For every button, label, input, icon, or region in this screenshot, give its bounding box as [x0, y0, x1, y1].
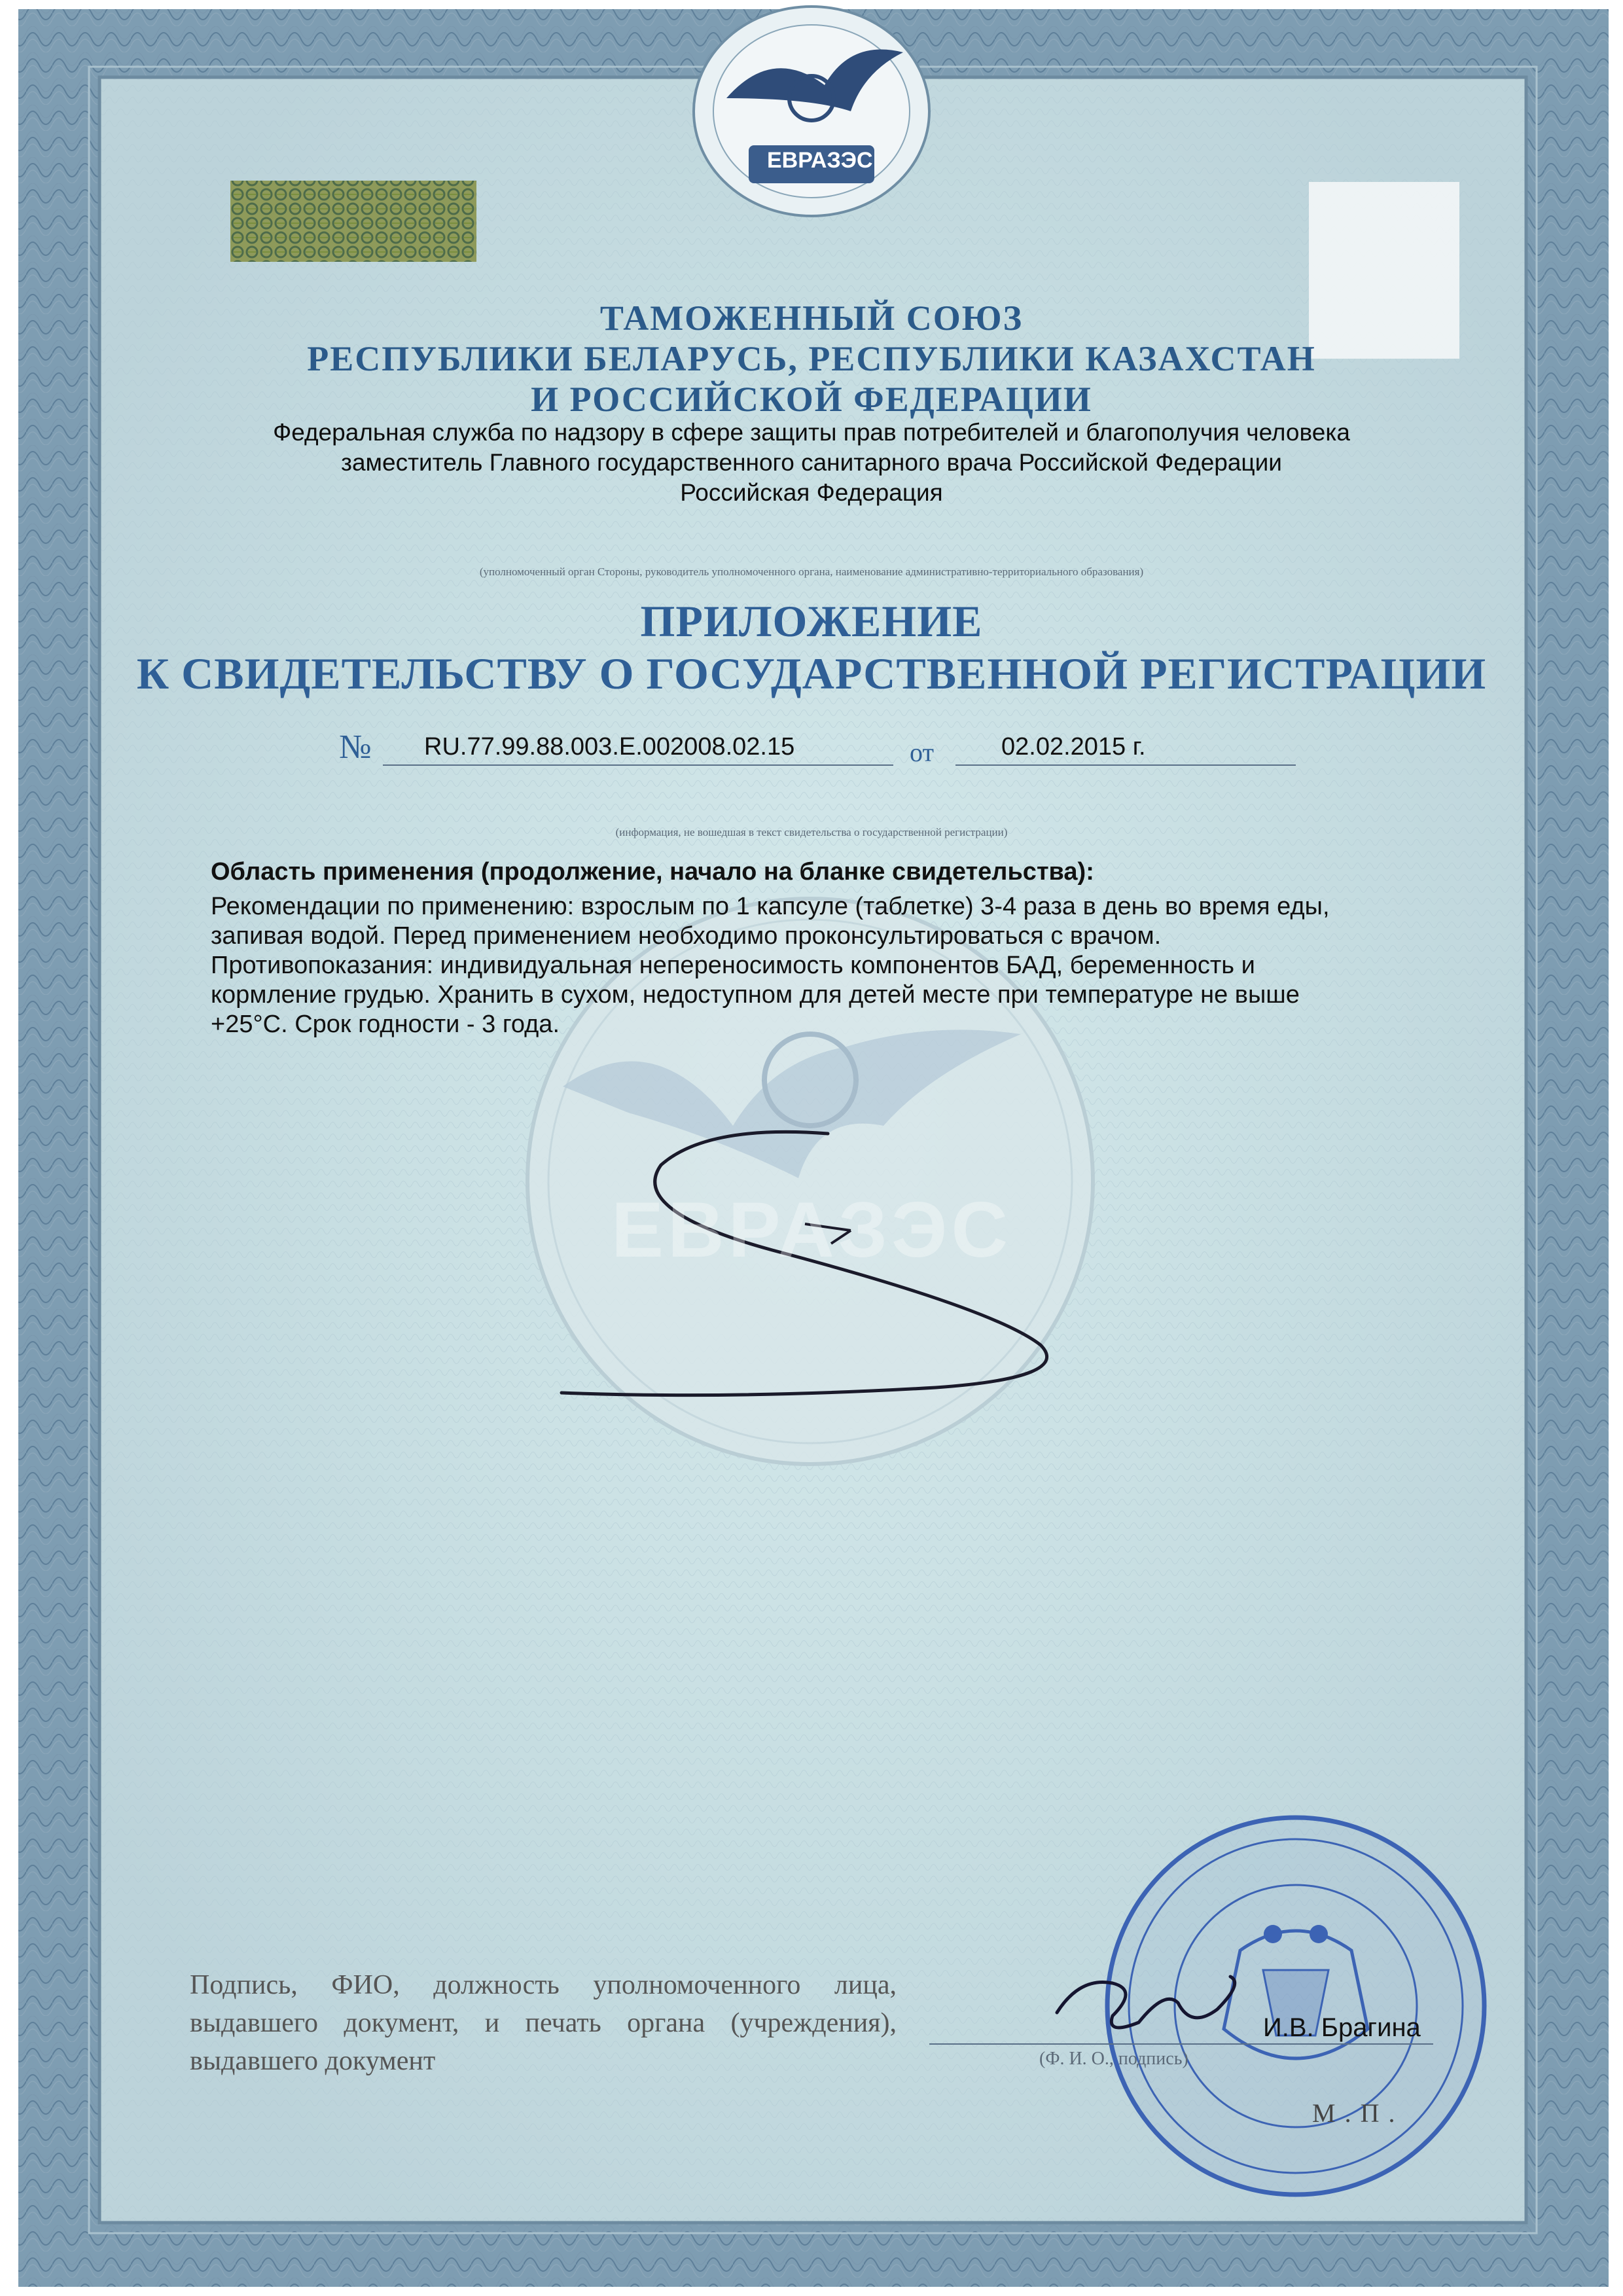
- signature-underline: [929, 2043, 1433, 2045]
- certificate-number-row: [0, 728, 1623, 774]
- union-line: ТАМОЖЕННЫЙ СОЮЗ: [599, 298, 1024, 338]
- signer-name: И.В. Брагина: [1263, 2013, 1421, 2042]
- logo-label: ЕВРАЗЭС: [767, 148, 873, 173]
- document-subtitle: К СВИДЕТЕЛЬСТВУ О ГОСУДАРСТВЕННОЙ РЕГИСТРАЦИИ: [136, 649, 1487, 698]
- body-line: запивая водой. Перед применением необходимо проконсультироваться с врачом.: [211, 922, 1162, 950]
- date-underline: [955, 764, 1296, 766]
- certificate-number: RU.77.99.88.003.E.002008.02.15: [424, 733, 795, 761]
- application-area-text: [211, 857, 1428, 1039]
- authority-line: Российская Федерация: [680, 479, 943, 506]
- number-sign: №: [339, 728, 372, 766]
- body-line: +25°С. Срок годности - 3 года.: [211, 1011, 560, 1038]
- authority-caption: (уполномоченный орган Стороны, руководитель уполномоченного органа, наименование административно-территориального образования): [479, 565, 1144, 578]
- from-label: от: [910, 738, 934, 767]
- authority-line: заместитель Главного государственного санитарного врача Российской Федерации: [341, 449, 1282, 476]
- union-line: РЕСПУБЛИКИ БЕЛАРУСЬ, РЕСПУБЛИКИ КАЗАХСТАН: [307, 339, 1316, 378]
- union-line: И РОССИЙСКОЙ ФЕДЕРАЦИИ: [531, 380, 1092, 419]
- watermark-label: ЕВРАЗЭС: [611, 1186, 1012, 1274]
- fio-caption: (Ф. И. О., подпись): [1039, 2049, 1188, 2069]
- certificate-date: 02.02.2015 г.: [1001, 733, 1146, 761]
- authority-block: [0, 418, 1623, 508]
- body-line: Рекомендации по применению: взрослым по 1 капсуле (таблетке) 3-4 раза в день во время еды,: [211, 893, 1330, 920]
- application-area-heading: Область применения (продолжение, начало на бланке свидетельства):: [211, 858, 1094, 886]
- body-line: кормление грудью. Хранить в сухом, недоступном для детей месте при температуре не выше: [211, 981, 1300, 1009]
- authority-line: Федеральная служба по надзору в сфере защиты прав потребителей и благополучия человека: [273, 419, 1350, 446]
- official-stamp: [1107, 1818, 1484, 2195]
- stamp-mark: М.П.: [1312, 2098, 1404, 2128]
- number-underline: [383, 764, 893, 766]
- signature-caption: Подпись, ФИО, должность уполномоченного лица, выдавшего документ, и печать органа (учреждения), выдавшего документ: [190, 1970, 897, 2076]
- document-title: ПРИЛОЖЕНИЕ: [640, 596, 983, 646]
- number-caption: (информация, не вошедшая в текст свидетельства о государственной регистрации): [615, 826, 1008, 838]
- customs-union-heading: [0, 298, 1623, 420]
- evrazes-logo-emblem: [694, 7, 929, 216]
- body-line: Противопоказания: индивидуальная непереносимость компонентов БАД, беременность и: [211, 952, 1255, 979]
